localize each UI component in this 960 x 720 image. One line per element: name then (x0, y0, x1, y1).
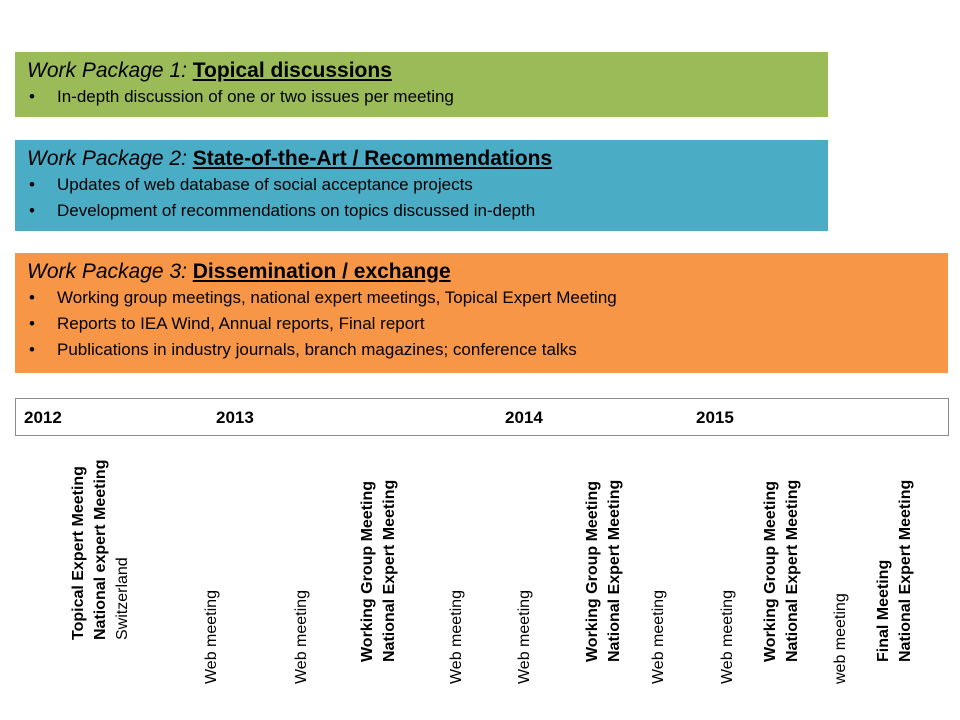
work-package-1-topic: Topical discussions (192, 59, 392, 82)
work-package-1-prefix: Work Package 1: (27, 59, 193, 82)
event-line: Web meeting (293, 590, 310, 684)
work-package-2-bullets (27, 172, 828, 224)
work-package-3-topic: Dissemination / exchange (192, 260, 451, 283)
work-package-1-bullets (27, 84, 828, 110)
event-line: National expert Meeting (92, 459, 109, 640)
event-6-label (514, 590, 536, 684)
event-line: Web meeting (516, 590, 533, 684)
event-line: National Expert Meeting (897, 479, 914, 662)
work-package-2-topic: State-of-the-Art / Recommendations (192, 147, 553, 170)
event-3-label (291, 590, 313, 684)
event-line: Working Group Meeting (359, 480, 376, 662)
bullet-item: • Working group meetings, national expert meetings, Topical Expert Meeting (27, 285, 948, 311)
work-package-1 (15, 52, 828, 117)
bullet-item: • Publications in industry journals, branch magazines; conference talks (27, 337, 948, 363)
event-line: Working Group Meeting (584, 480, 601, 662)
work-package-3 (15, 253, 948, 373)
year-2012: 2012 (24, 408, 62, 427)
work-package-1-title (27, 58, 828, 84)
event-line: Web meeting (650, 590, 667, 684)
work-package-2 (15, 140, 828, 231)
event-1-label (68, 460, 134, 640)
work-package-3-bullets (27, 285, 948, 363)
event-line: web meeting (832, 593, 849, 684)
year-2013: 2013 (216, 408, 254, 427)
work-package-2-title (27, 146, 828, 172)
event-line: Final Meeting (875, 559, 892, 662)
work-package-3-prefix: Work Package 3: (27, 260, 193, 283)
bullet-item: • Reports to IEA Wind, Annual reports, Final report (27, 311, 948, 337)
event-line: National Expert Meeting (606, 479, 623, 662)
event-line: Working Group Meeting (762, 480, 779, 662)
event-7-label (582, 480, 626, 662)
event-11-label (830, 593, 852, 684)
event-4-label (357, 480, 401, 662)
work-package-3-title (27, 259, 948, 285)
event-line: Web meeting (203, 590, 220, 684)
bullet-item: • In-depth discussion of one or two issues per meeting (27, 84, 828, 110)
event-line: Web meeting (448, 590, 465, 684)
event-8-label (648, 590, 670, 684)
bullet-item: • Updates of web database of social acceptance projects (27, 172, 828, 198)
work-package-2-prefix: Work Package 2: (27, 147, 193, 170)
event-line: Web meeting (719, 590, 736, 684)
event-line: National Expert Meeting (381, 479, 398, 662)
event-line: National Expert Meeting (784, 479, 801, 662)
event-line: Topical Expert Meeting (70, 466, 87, 640)
event-12-label (873, 480, 917, 662)
event-line: Switzerland (114, 557, 131, 640)
timeline-bar (15, 398, 949, 436)
event-10-label (760, 480, 804, 662)
event-5-label (446, 590, 468, 684)
event-9-label (717, 590, 739, 684)
year-2014: 2014 (505, 408, 543, 427)
bullet-item: • Development of recommendations on topics discussed in-depth (27, 198, 828, 224)
event-2-label (201, 590, 223, 684)
year-2015: 2015 (696, 408, 734, 427)
